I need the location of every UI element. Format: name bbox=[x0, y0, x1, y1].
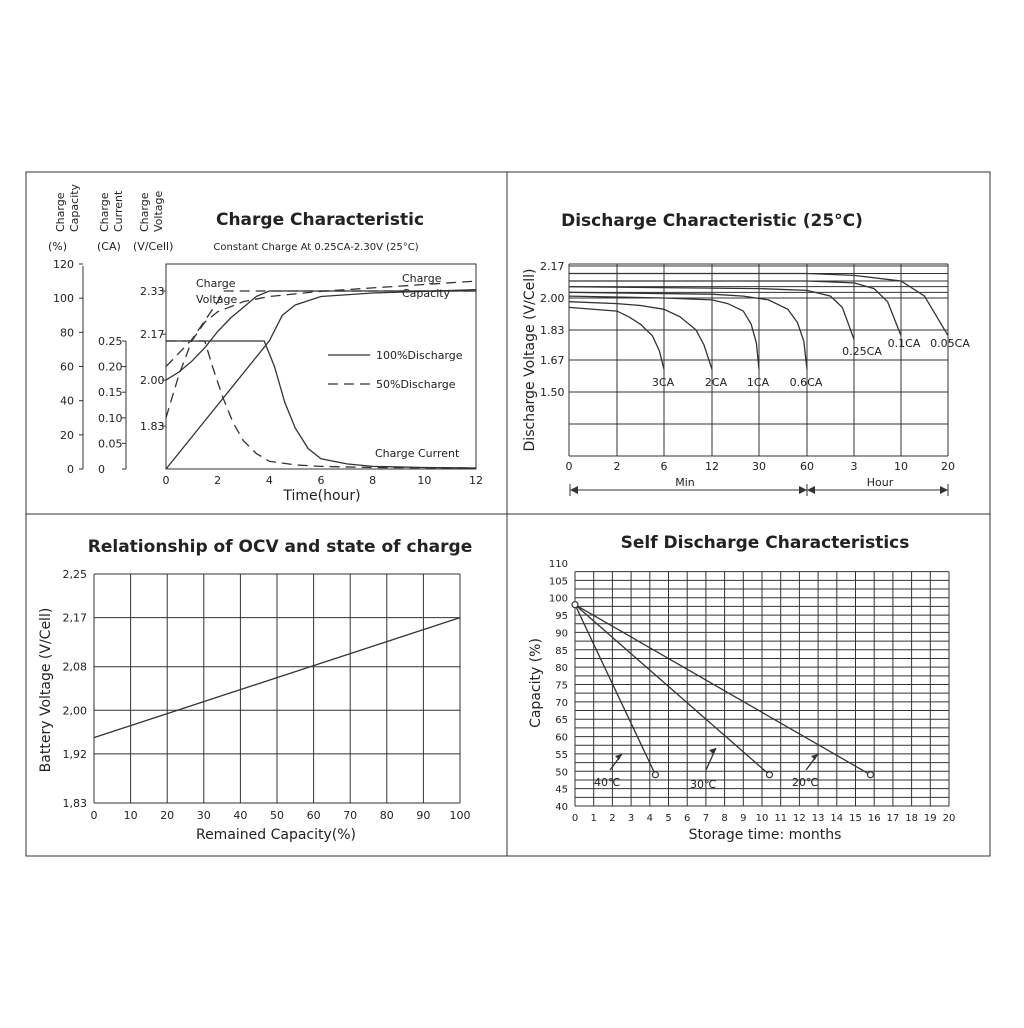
x-tick-label: 9 bbox=[740, 813, 747, 824]
x-tick-label: 7 bbox=[702, 813, 710, 824]
voltage-tick-label: 2.17 bbox=[140, 328, 165, 342]
series-label: 3CA bbox=[651, 376, 675, 389]
x-tick-label: 13 bbox=[811, 813, 825, 824]
capacity-axis-header-line2: Capacity bbox=[68, 183, 81, 232]
legend-100-discharge: 100%Discharge bbox=[376, 349, 463, 362]
x-axis-label: Remained Capacity(%) bbox=[195, 827, 357, 843]
x-tick-label: 6 bbox=[317, 474, 325, 487]
current-tick-label: 0.10 bbox=[98, 411, 123, 425]
current-tick-label: 0 bbox=[98, 463, 105, 476]
x-tick-label: 17 bbox=[886, 813, 900, 824]
x-tick-label: 40 bbox=[233, 809, 248, 822]
x-tick-label: 20 bbox=[160, 809, 175, 822]
x-tick-label: 0 bbox=[571, 813, 579, 824]
y-tick-label: 55 bbox=[555, 749, 568, 761]
current-tick-label: 0.05 bbox=[98, 437, 123, 451]
x-tick-label: 70 bbox=[343, 809, 358, 822]
x-tick-label: 10 bbox=[894, 460, 908, 473]
annotation-charge-voltage-line1: Charge bbox=[196, 277, 236, 290]
annotation-charge-current: Charge Current bbox=[375, 447, 460, 460]
y-tick-label: 1,92 bbox=[62, 747, 87, 761]
capacity-axis bbox=[53, 258, 83, 476]
grid bbox=[575, 572, 949, 806]
x-tick-label: 60 bbox=[306, 809, 321, 822]
ocv-state-of-charge-chart bbox=[38, 537, 472, 843]
capacity-tick-label: 100 bbox=[53, 292, 74, 306]
y-tick-label: 2,00 bbox=[62, 704, 87, 718]
series-start-marker bbox=[572, 602, 578, 608]
x-tick-label: 10 bbox=[755, 813, 769, 824]
series-end-marker bbox=[766, 772, 772, 778]
y-tick-label: 2,17 bbox=[62, 611, 87, 625]
chart-title: Self Discharge Characteristics bbox=[620, 533, 910, 553]
y-tick-label: 90 bbox=[555, 628, 568, 640]
group-min: Min bbox=[675, 476, 695, 489]
capacity-axis-header-line1: Charge bbox=[54, 192, 67, 232]
y-tick-label: 75 bbox=[555, 680, 568, 692]
x-tick-label: 4 bbox=[265, 474, 273, 487]
y-tick-label: 105 bbox=[548, 576, 568, 588]
x-tick-label: 2 bbox=[214, 474, 222, 487]
voltage-axis-header-line1: Charge bbox=[138, 192, 151, 232]
x-tick-label: 0 bbox=[565, 460, 573, 473]
x-tick-label: 30 bbox=[196, 809, 211, 822]
series-01ca-curve bbox=[569, 281, 901, 336]
voltage-axis-unit: (V/Cell) bbox=[133, 240, 174, 253]
current-tick-label: 0.25 bbox=[98, 335, 123, 348]
y-tick-label: 80 bbox=[555, 663, 568, 675]
series-label: 0.05CA bbox=[930, 337, 970, 350]
y-axis-label: Discharge Voltage (V/Cell) bbox=[522, 268, 538, 452]
current-axis-header-line2: Current bbox=[112, 190, 125, 232]
x-axis-label: Time(hour) bbox=[283, 488, 361, 504]
x-tick-label: 11 bbox=[774, 813, 788, 824]
x-tick-label: 5 bbox=[665, 813, 672, 824]
y-tick-label: 2.17 bbox=[540, 260, 565, 273]
capacity-tick-label: 120 bbox=[53, 258, 74, 271]
series-label: 2CA bbox=[704, 376, 728, 389]
x-tick-label: 90 bbox=[416, 809, 431, 822]
current-tick-label: 0.15 bbox=[98, 386, 123, 400]
x-tick-label: 2 bbox=[609, 813, 616, 824]
chart-title: Relationship of OCV and state of charge bbox=[87, 537, 473, 557]
x-tick-label: 4 bbox=[646, 813, 653, 824]
chart-title: Discharge Characteristic (25°C) bbox=[561, 211, 863, 231]
y-axis bbox=[540, 260, 565, 399]
x-tick-label: 15 bbox=[849, 813, 862, 824]
current-axis-unit: (CA) bbox=[97, 240, 121, 253]
y-tick-label: 50 bbox=[555, 767, 568, 779]
series-40c-line bbox=[575, 605, 655, 775]
y-tick-label: 2,08 bbox=[62, 660, 87, 674]
x-tick-label: 100 bbox=[449, 809, 471, 822]
y-tick-label: 1,83 bbox=[62, 797, 87, 810]
series-06ca-curve bbox=[569, 292, 807, 369]
x-tick-label: 0 bbox=[90, 809, 98, 822]
x-tick-label: 12 bbox=[793, 813, 806, 824]
x-tick-label: 19 bbox=[923, 813, 937, 824]
y-tick-label: 65 bbox=[555, 715, 568, 727]
y-tick-label: 85 bbox=[555, 645, 568, 657]
y-tick-label: 100 bbox=[548, 593, 568, 605]
x-tick-label: 50 bbox=[270, 809, 284, 822]
capacity-tick-label: 40 bbox=[60, 394, 74, 408]
annotation-charge-voltage-line2: Voltage bbox=[196, 293, 238, 306]
x-axis bbox=[163, 474, 484, 487]
annotation-charge-capacity-line1: Charge bbox=[402, 272, 442, 285]
x-tick-label: 3 bbox=[850, 460, 858, 473]
series-end-marker bbox=[652, 772, 658, 778]
x-tick-label: 60 bbox=[800, 460, 814, 473]
x-tick-label: 1 bbox=[590, 813, 597, 824]
time-group-brackets bbox=[570, 476, 948, 496]
y-tick-label: 40 bbox=[555, 802, 568, 813]
capacity-tick-label: 20 bbox=[60, 428, 74, 442]
x-tick-label: 10 bbox=[123, 809, 138, 822]
chart-subtitle: Constant Charge At 0.25CA-2.30V (25°C) bbox=[213, 242, 419, 253]
series-label: 40℃ bbox=[594, 776, 621, 789]
current-axis bbox=[98, 335, 126, 476]
discharge-curves bbox=[569, 274, 970, 390]
group-hour: Hour bbox=[866, 476, 894, 489]
capacity-tick-label: 80 bbox=[60, 326, 74, 340]
chart-title: Charge Characteristic bbox=[215, 210, 425, 230]
x-tick-label: 2 bbox=[613, 460, 621, 473]
series-end-marker bbox=[867, 772, 873, 778]
y-tick-label: 2,25 bbox=[62, 568, 87, 581]
y-tick-label: 45 bbox=[555, 784, 568, 796]
y-tick-label: 1.67 bbox=[540, 354, 565, 368]
charge-characteristic-chart bbox=[48, 183, 483, 504]
x-tick-label: 80 bbox=[379, 809, 394, 822]
self-discharge-chart bbox=[528, 533, 955, 843]
series-20c-line bbox=[575, 605, 870, 775]
x-tick-label: 18 bbox=[905, 813, 918, 824]
x-tick-label: 20 bbox=[942, 813, 956, 824]
x-tick-label: 8 bbox=[721, 813, 728, 824]
x-tick-label: 0 bbox=[162, 474, 170, 487]
x-tick-label: 8 bbox=[369, 474, 377, 487]
y-axis-label: Battery Voltage (V/Cell) bbox=[38, 607, 54, 773]
voltage-axis-header-line2: Voltage bbox=[152, 190, 165, 232]
x-tick-label: 3 bbox=[627, 813, 635, 824]
x-tick-label: 6 bbox=[660, 460, 668, 473]
x-tick-label: 14 bbox=[830, 813, 844, 824]
y-tick-label: 1.83 bbox=[540, 323, 565, 337]
voltage-tick-label: 2.00 bbox=[140, 374, 165, 388]
series-2ca-curve bbox=[569, 302, 712, 370]
voltage-axis bbox=[140, 285, 166, 433]
y-tick-label: 95 bbox=[555, 611, 568, 623]
x-tick-label: 12 bbox=[469, 474, 483, 487]
series-label: 1CA bbox=[746, 376, 770, 389]
y-axis-label: Capacity (%) bbox=[528, 638, 544, 728]
annotation-charge-capacity-line2: Capacity bbox=[402, 287, 451, 300]
charge-curves bbox=[166, 281, 476, 469]
voltage-tick-label: 2.33 bbox=[140, 285, 165, 298]
capacity-tick-label: 60 bbox=[60, 360, 74, 374]
series-30c-line bbox=[575, 605, 769, 775]
x-tick-label: 10 bbox=[417, 474, 432, 487]
discharge-characteristic-chart bbox=[522, 211, 970, 496]
grid bbox=[94, 574, 460, 803]
x-tick-label: 20 bbox=[941, 460, 955, 473]
x-tick-label: 6 bbox=[684, 813, 691, 824]
y-tick-label: 70 bbox=[555, 697, 568, 709]
series-label: 20℃ bbox=[792, 776, 819, 789]
label-arrowhead bbox=[811, 754, 818, 760]
capacity-axis-unit: (%) bbox=[48, 240, 68, 253]
series-label: 0.6CA bbox=[789, 376, 823, 389]
series-label: 0.1CA bbox=[887, 337, 921, 350]
y-tick-label: 110 bbox=[548, 559, 568, 570]
x-axis bbox=[566, 460, 956, 473]
current-tick-label: 0.20 bbox=[98, 360, 123, 374]
y-tick-label: 60 bbox=[555, 732, 568, 744]
legend-50-discharge: 50%Discharge bbox=[376, 378, 456, 391]
x-tick-label: 12 bbox=[705, 460, 719, 473]
axes bbox=[63, 568, 471, 822]
current-axis-header-line1: Charge bbox=[98, 192, 111, 232]
x-tick-label: 16 bbox=[867, 813, 881, 824]
x-tick-label: 30 bbox=[752, 460, 766, 473]
y-tick-label: 1.50 bbox=[540, 386, 565, 399]
label-arrowhead bbox=[615, 754, 622, 760]
voltage-tick-label: 1.83 bbox=[140, 420, 165, 433]
series-label: 30℃ bbox=[690, 778, 717, 791]
capacity-tick-label: 0 bbox=[67, 463, 74, 476]
y-tick-label: 2.00 bbox=[540, 291, 565, 305]
x-axis-label: Storage time: months bbox=[688, 827, 842, 843]
series-label: 0.25CA bbox=[842, 345, 882, 358]
